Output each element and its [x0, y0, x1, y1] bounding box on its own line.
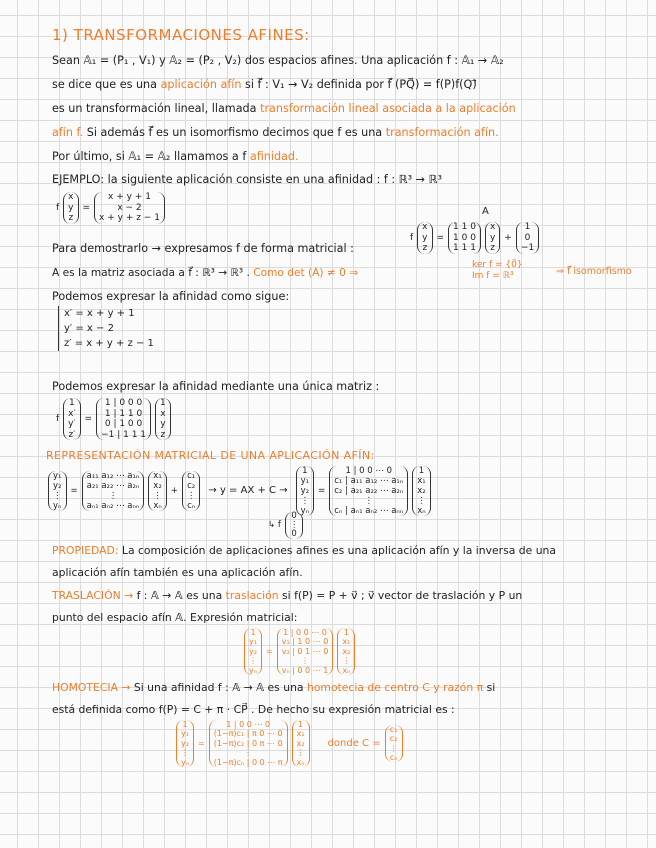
- plus: +: [504, 232, 512, 243]
- matrix-row: (1−π)cₙ | 0 0 ⋯ π: [213, 757, 283, 767]
- vec-entry: ⋮: [417, 496, 426, 506]
- vec-entry: z: [422, 243, 428, 253]
- term-transformacion-afin: transformación afín.: [385, 126, 499, 139]
- term-traslacion: traslación: [225, 589, 279, 602]
- vec-entry: y₁: [53, 471, 62, 481]
- matrix-row: aₙ₁ aₙ₂ ⋯ aₙₙ: [86, 501, 140, 511]
- vec-entry: x + y + 1: [108, 192, 151, 202]
- vec-entry: x₂: [417, 486, 426, 496]
- example-matrix-form: [410, 222, 539, 254]
- vec-entry: c₁: [187, 471, 196, 481]
- vec-entry: ⋮: [186, 491, 196, 501]
- vector-x: [292, 720, 310, 767]
- vec-entry: x: [160, 408, 166, 419]
- vec-entry: ⋮: [296, 748, 305, 758]
- matrix-row: ⋮: [244, 748, 253, 758]
- traslacion-label: TRASLACIÓN →: [52, 589, 134, 602]
- vector-x-aug: [412, 466, 431, 516]
- vec-entry: x₂: [296, 738, 305, 748]
- equals: =: [82, 202, 91, 213]
- vector-prime: [63, 398, 80, 440]
- matrix-a: [448, 222, 481, 254]
- intro-line-2: [52, 78, 477, 92]
- matrix-a-general: [82, 471, 145, 511]
- vec-entry: yₙ: [249, 665, 257, 675]
- vec-entry: ⋮: [53, 491, 62, 501]
- isomorphism-text: ⇒ f⃗ isomorfismo: [556, 266, 632, 277]
- equals: =: [318, 486, 326, 496]
- func-label: f: [56, 413, 60, 424]
- vec-entry: 1: [524, 222, 531, 232]
- traslacion-text: si f(P) = P + v⃗ ; v⃗ vector de traslación y P un: [278, 589, 523, 602]
- vec-entry: x₂: [153, 481, 162, 491]
- vector-c: [516, 222, 539, 254]
- matrix-row: 1 | 1 1 0: [104, 408, 143, 419]
- term-afin-f: afín f.: [52, 126, 84, 139]
- vec-entry: y₂: [249, 646, 257, 656]
- matrix-row: 1 0 0: [453, 232, 476, 243]
- vec-entry: x: [422, 222, 428, 232]
- augmented-matrix: [96, 398, 151, 440]
- assoc-text: A es la matriz asociada a f⃗ : ℝ³ → ℝ³ .: [52, 267, 254, 279]
- vec-entry: 1: [298, 720, 304, 729]
- term-aplicacion-afin: aplicación afín: [160, 78, 242, 91]
- vec-entry: x + y + z − 1: [99, 213, 160, 223]
- system-equation: x′ = x + y + 1: [64, 308, 135, 319]
- vector-y: [176, 720, 194, 767]
- propiedad-line-2: aplicación afín también es una aplicación afín.: [52, 566, 303, 579]
- matrix-row: 1 | 0 0 ⋯ 0: [226, 720, 271, 729]
- vec-entry: 1: [250, 628, 256, 637]
- example-definition: [56, 192, 165, 224]
- matrix-row: c₁ | a₁₁ a₁₂ ⋯ a₁ₙ: [334, 476, 404, 486]
- vector-x: [148, 471, 167, 511]
- vector-xyz: [485, 222, 500, 254]
- vec-entry: x₁: [153, 471, 162, 481]
- matrix-row: ⋮: [301, 656, 310, 666]
- vec-entry: y: [68, 202, 74, 213]
- vec-entry: y: [160, 419, 166, 429]
- term-transformacion-lineal: transformación lineal asociada a la aplicación: [260, 102, 516, 115]
- homotecia-line-2: está definida como f(P) = C + π · CP⃗ . De hecho su expresión matricial es :: [52, 703, 455, 716]
- matrix-row: ⋮: [108, 491, 118, 501]
- vec-entry: cₙ: [389, 752, 398, 762]
- intro-text: Si además f⃗ es un isomorfismo decimos que f es una: [83, 126, 386, 139]
- vec-entry: 0: [291, 529, 297, 539]
- matrix-row: ⋮: [364, 496, 373, 506]
- zero-vector: [285, 512, 304, 539]
- system-equation: z′ = x + y + z − 1: [64, 338, 154, 349]
- matrix-row: (1−π)c₂ | 0 π ⋯ 0: [213, 738, 283, 748]
- equation-yaxc: → y = AX + C →: [208, 485, 288, 496]
- homothety-matrix: [209, 720, 288, 767]
- matrix-row: v₁ | 1 0 ⋯ 0: [281, 637, 329, 647]
- system-intro: Podemos expresar la afinidad como sigue:: [52, 290, 290, 303]
- propiedad-text: La composición de aplicaciones afines es una aplicación afín y la inversa de una: [118, 544, 557, 557]
- vector-c: [182, 471, 201, 511]
- vec-entry: −1: [520, 243, 535, 253]
- func-label: f: [56, 202, 60, 213]
- vec-entry: c₂: [187, 481, 196, 491]
- unique-matrix-expression: [56, 398, 171, 440]
- ker-im-block: [472, 260, 523, 282]
- vector-input: [63, 192, 78, 224]
- vec-entry: ⋮: [389, 743, 398, 753]
- vec-entry: 1: [343, 628, 349, 637]
- vec-entry: ⋮: [342, 656, 351, 666]
- vec-entry: yₙ: [300, 506, 310, 516]
- intro-text: es un transformación lineal, llamada: [52, 102, 261, 115]
- equation-system: [58, 306, 154, 351]
- f-of-zero-label: ↳ f: [268, 520, 281, 530]
- vec-entry: xₙ: [342, 665, 351, 675]
- vector-center: [385, 725, 403, 763]
- equals: =: [84, 413, 93, 424]
- matrix-intro-line: Para demostrarlo → expresamos f de forma matricial :: [52, 242, 354, 255]
- vec-entry: y₁: [249, 637, 257, 647]
- vec-entry: 0: [291, 511, 297, 521]
- vec-entry: 1: [160, 398, 166, 408]
- vec-entry: xₙ: [153, 501, 162, 511]
- matrix-row: vₙ | 0 0 ⋯ 1: [281, 665, 329, 675]
- vec-entry: x₁: [417, 476, 426, 486]
- example-heading: EJEMPLO: la siguiente aplicación consiste en una afinidad : f : ℝ³ → ℝ³: [52, 173, 442, 186]
- vec-entry: z: [160, 429, 166, 440]
- matrix-row: 1 1 0: [453, 222, 476, 232]
- matrix-row: a₁₁ a₁₂ ⋯ a₁ₙ: [86, 471, 140, 481]
- vec-entry: ⋮: [300, 496, 310, 506]
- vector-output: [94, 192, 165, 224]
- page-title: 1) TRANSFORMACIONES AFINES:: [52, 26, 310, 44]
- vec-entry: y₁: [300, 476, 310, 486]
- intro-text: si f⃗ : V₁ → V₂ definida por f⃗ (PQ⃗) = f(P)f(Q)⃗: [241, 78, 477, 91]
- intro-line-1: Sean 𝔸₁ = (P₁ , V₁) y 𝔸₂ = (P₂ , V₂) dos espacios afines. Una aplicación f : 𝔸₁ → 𝔸₂: [52, 54, 504, 67]
- vec-entry: ⋮: [249, 656, 257, 666]
- vec-entry: y₂: [300, 486, 310, 496]
- vec-entry: y₂: [181, 738, 189, 748]
- equals: =: [198, 738, 205, 748]
- vec-entry: 1: [302, 466, 308, 476]
- vec-entry: z′: [68, 429, 76, 440]
- vec-entry: z: [490, 243, 495, 253]
- func-label: f: [410, 232, 414, 243]
- vec-entry: x₁: [342, 637, 351, 647]
- translation-matrix: [277, 628, 334, 675]
- vec-entry: x₂: [342, 646, 351, 656]
- equals: =: [70, 486, 78, 496]
- vec-entry: 0: [524, 232, 531, 243]
- vec-entry: x′: [68, 408, 76, 419]
- vec-entry: y₂: [53, 481, 62, 491]
- det-condition: Como det (A) ≠ 0 ⇒: [253, 267, 359, 279]
- vector-x: [337, 628, 355, 675]
- equals: =: [266, 646, 273, 656]
- homotecia-text: Si una afinidad f : 𝔸 → 𝔸 es una: [130, 681, 307, 694]
- vec-entry: y: [489, 232, 496, 243]
- equals: =: [436, 232, 445, 243]
- matrix-row: 1 1 1: [453, 243, 476, 253]
- matrix-row: 1 | 0 0 ⋯ 0: [345, 466, 392, 476]
- vec-entry: cₙ: [187, 501, 196, 511]
- matrix-row: 1 | 0 0 ⋯ 0: [283, 628, 327, 637]
- vector-input: [155, 398, 171, 440]
- homotecia-text: si: [483, 681, 496, 694]
- vec-entry: 1: [68, 398, 75, 408]
- vec-entry: 1: [418, 466, 425, 476]
- intro-line-5: [52, 150, 299, 164]
- matrix-row: −1 | 1 1 1: [101, 429, 147, 440]
- matrix-row: c₂ | a₂₁ a₂₂ ⋯ a₂ₙ: [334, 486, 404, 496]
- f-of-zero: [268, 512, 303, 539]
- vec-entry: z: [68, 213, 74, 223]
- vector-y-aug: [296, 466, 315, 516]
- matrix-row: 1 | 0 0 0: [104, 398, 143, 408]
- vec-entry: c₁: [389, 724, 398, 734]
- matrix-row: v₂ | 0 1 ⋯ 0: [281, 646, 329, 656]
- propiedad-line-1: [52, 544, 556, 558]
- matrix-row: 0 | 1 0 0: [104, 419, 143, 429]
- vec-entry: xₙ: [296, 757, 305, 767]
- vec-entry: y₁: [181, 729, 189, 739]
- homotecia-label: HOMOTECIA →: [52, 681, 131, 694]
- term-homotecia: homotecia de centro C y razón π: [306, 681, 484, 694]
- traslacion-line-2: punto del espacio afín 𝔸. Expresión matricial:: [52, 611, 298, 624]
- donde-label: donde C =: [327, 737, 381, 749]
- vec-entry: ⋮: [181, 748, 189, 758]
- intro-text: se dice que es una: [52, 78, 161, 91]
- intro-line-4: [52, 126, 499, 140]
- vec-entry: y′: [68, 419, 76, 429]
- homotecia-matrix-expression: [176, 720, 403, 767]
- vec-entry: x − 2: [117, 202, 142, 213]
- plus: +: [170, 486, 178, 496]
- vec-entry: ⋮: [153, 491, 162, 501]
- vec-entry: x: [68, 192, 74, 202]
- vec-entry: ⋮: [289, 520, 299, 530]
- system-equation: y′ = x − 2: [64, 323, 114, 334]
- vec-entry: y: [422, 232, 428, 243]
- traslacion-text: f : 𝔸 → 𝔸 es una: [133, 589, 226, 602]
- matrix-augmented-general: [329, 466, 408, 516]
- vec-entry: c₂: [389, 734, 398, 744]
- vector-y: [244, 628, 262, 675]
- vec-entry: x: [489, 222, 496, 232]
- matrix-row: cₙ | aₙ₁ aₙ₂ ⋯ aₙₙ: [334, 506, 404, 516]
- vector-xyz: [417, 222, 432, 254]
- term-afinidad: afinidad.: [249, 150, 299, 163]
- matrix-row: a₂₁ a₂₂ ⋯ a₂ₙ: [86, 481, 140, 491]
- matrix-row: (1−π)c₁ | π 0 ⋯ 0: [213, 729, 283, 739]
- ker-text: ker f = {0⃗}: [472, 260, 523, 270]
- vec-entry: yₙ: [53, 501, 62, 511]
- unique-matrix-intro: Podemos expresar la afinidad mediante una única matriz :: [52, 380, 380, 393]
- matrix-a-label: A: [482, 206, 489, 217]
- im-text: Im f = ℝ³: [472, 271, 514, 281]
- vec-entry: xₙ: [417, 506, 426, 516]
- vec-entry: x₁: [296, 729, 305, 739]
- traslacion-matrix-expression: [244, 628, 355, 675]
- vec-entry: 1: [182, 720, 188, 729]
- intro-line-3: [52, 102, 516, 116]
- assoc-line: [52, 266, 358, 280]
- intro-text: Por último, si 𝔸₁ = 𝔸₂ llamamos a f: [52, 150, 250, 163]
- homotecia-line-1: [52, 681, 495, 695]
- vector-y: [48, 471, 67, 511]
- general-matrix-expression: [48, 466, 431, 516]
- propiedad-label: PROPIEDAD:: [52, 544, 119, 557]
- traslacion-line-1: [52, 589, 522, 603]
- section-representacion: REPRESENTACIÓN MATRICIAL DE UNA APLICACIÓN AFÍN:: [46, 449, 375, 462]
- vec-entry: yₙ: [181, 757, 189, 767]
